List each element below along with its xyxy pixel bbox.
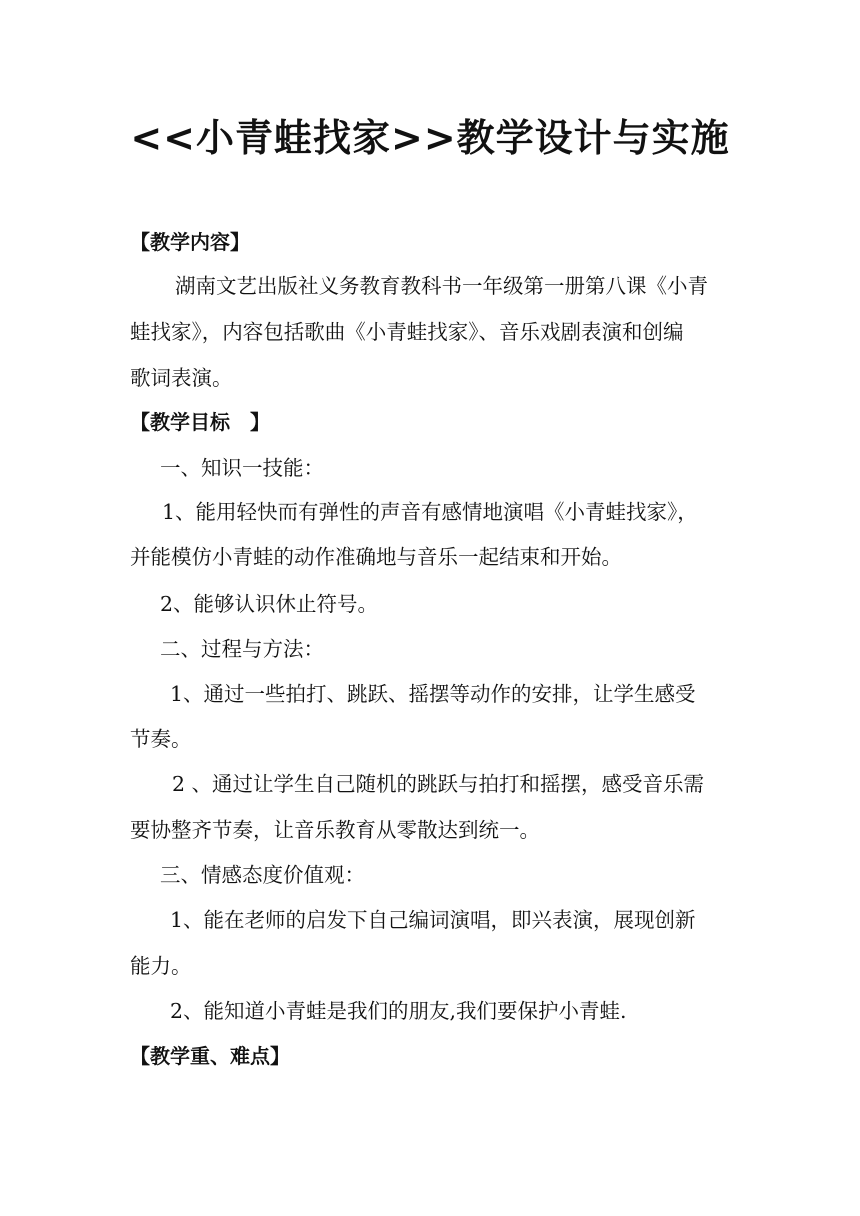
paragraph-line: 2、能够认识休止符号。 [160,592,379,616]
section-heading-content: 【教学内容】 [130,230,250,254]
paragraph-line: 2、能知道小青蛙是我们的朋友,我们要保护小青蛙. [170,999,627,1023]
section-heading-key-points: 【教学重、难点】 [130,1044,290,1068]
paragraph-line: 蛙找家》，内容包括歌曲《小青蛙找家》、音乐戏剧表演和创编 [130,320,684,344]
paragraph-line: 湖南文艺出版社义务教育教科书一年级第一册第八课《小青 [175,274,708,298]
subsection-heading: 三、情感态度价值观： [160,863,365,887]
paragraph-line: 并能模仿小青蛙的动作准确地与音乐一起结束和开始。 [130,545,622,569]
paragraph-line: 1、通过一些拍打、跳跃、摇摆等动作的安排，让学生感受 [170,682,696,706]
paragraph-line: 歌词表演。 [130,366,233,390]
paragraph-line: 2 、通过让学生自己随机的跳跃与拍打和摇摆，感受音乐需 [172,772,705,796]
paragraph-line: 要协整齐节奏，让音乐教育从零散达到统一。 [130,818,540,842]
paragraph-line: 1、能用轻快而有弹性的声音有感情地演唱《小青蛙找家》， [162,500,698,524]
document-title: <<小青蛙找家>>教学设计与实施 [130,116,730,160]
section-heading-objectives: 【教学目标 】 [130,410,270,434]
subsection-heading: 二、过程与方法： [160,637,324,661]
paragraph-line: 节奏。 [130,727,192,751]
paragraph-line: 能力。 [130,954,192,978]
subsection-heading: 一、知识一技能： [160,456,324,480]
paragraph-line: 1、能在老师的启发下自己编词演唱，即兴表演，展现创新 [170,908,696,932]
